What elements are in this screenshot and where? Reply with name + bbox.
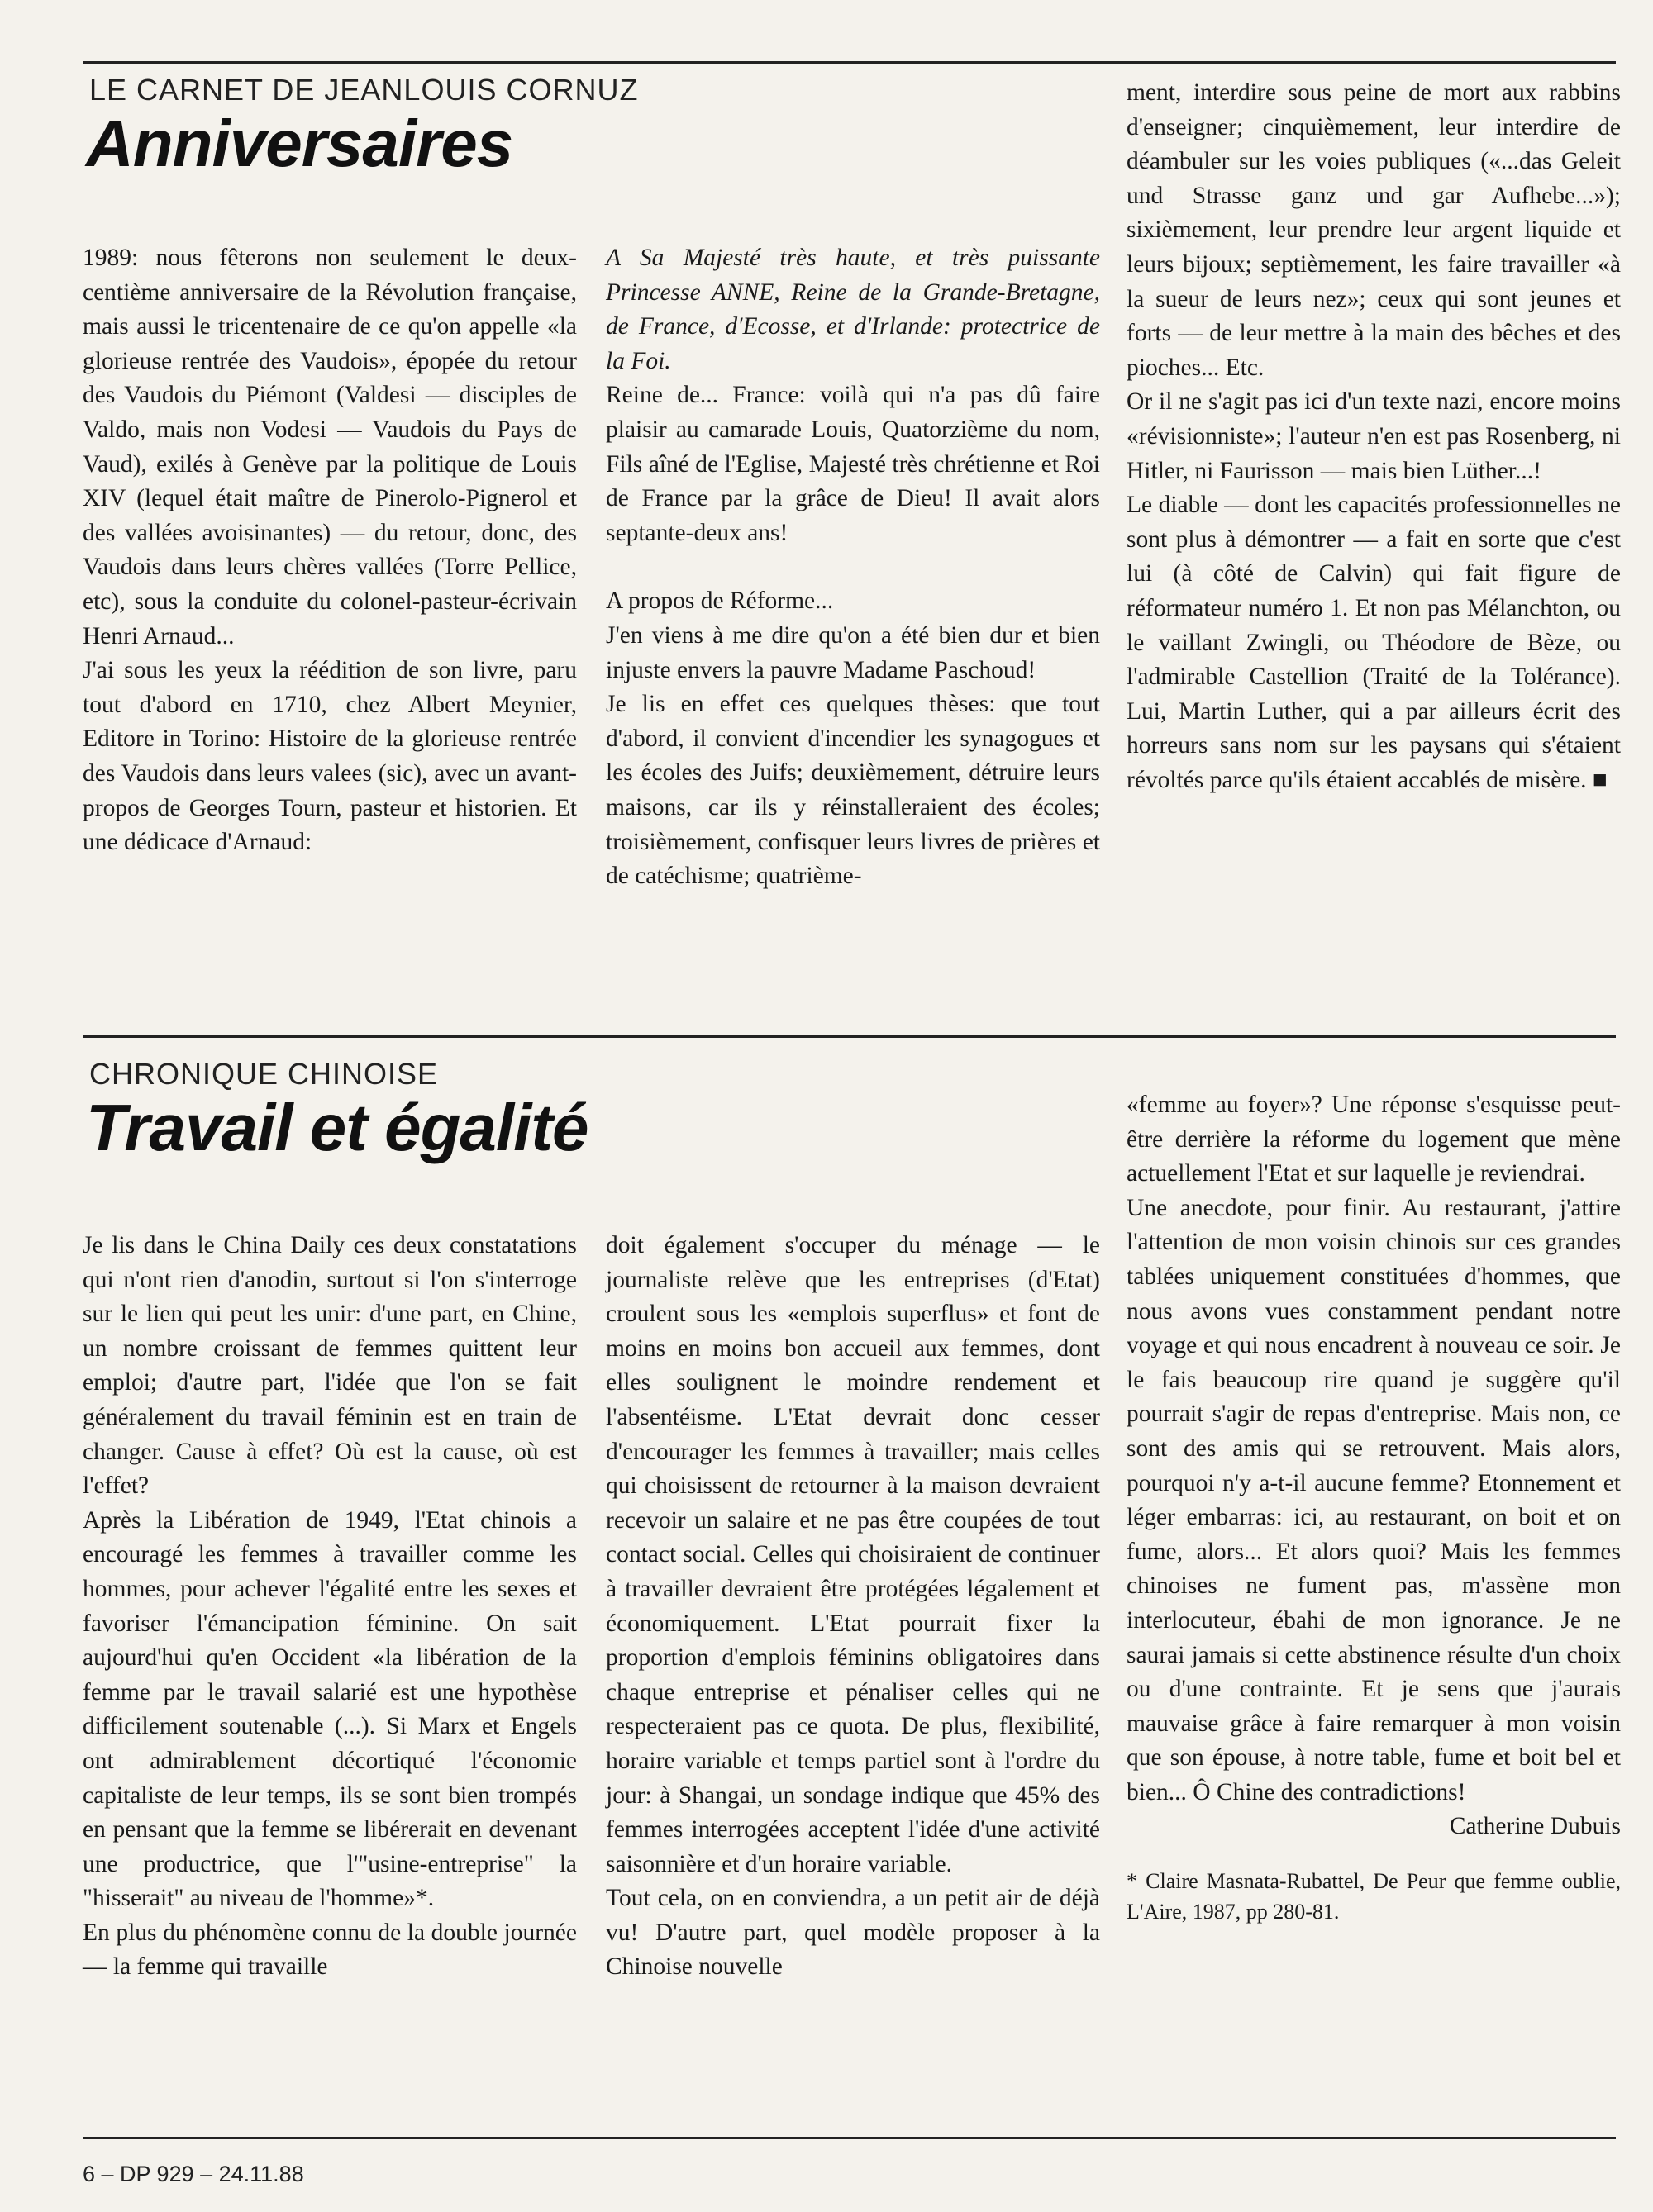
paragraph: En plus du phénomène connu de la double journée — la femme qui travaille	[83, 1919, 577, 1981]
article-title: Travail et égalité	[86, 1091, 588, 1164]
paragraph: A propos de Réforme...	[606, 587, 834, 615]
paragraph: J'ai sous les yeux la réédition de son livre, paru tout d'abord en 1710, chez Albert Meynier, Editore in Torino: Histoire de la glorieuse rentrée des Vaudois dans leurs valees (sic), avec un avant-propos de Georges Tourn, pasteur et historien. Et une dédicace d'Arnaud:	[83, 657, 577, 856]
article-travail-egalite	[83, 1035, 1621, 2134]
paragraph: Une anecdote, pour finir. Au restaurant, j'attire l'attention de mon voisin chinois sur ces grandes tablées uniquement constituées d'hommes, que nous avons vues constamment pendant notre voyage et qui nous encadrent à nouveau ce soir. Je le fais beaucoup rire quand je suggère qu'il pourrait s'agir de repas d'entreprise. Mais non, ce sont des amis qui se retrouvent. Mais alors, pourquoi n'y a-t-il aucune femme? Etonnement et léger embarras: ici, au restaurant, on boit et on fume, alors... Et alors quoi? Mais les femmes chinoises ne fument pas, m'assène mon interlocuteur, ébahi de mon ignorance. Je ne saurai jamais si cette abstinence résulte d'un choix ou d'une contrainte. Et je sens que j'aurais mauvaise grâce à faire remarquer à mon voisin que son épouse, à notre table, fume et boit bel et bien... Ô Chine des contradictions!	[1127, 1194, 1621, 1805]
article-anniversaires	[83, 61, 1621, 1032]
column-3	[1127, 1088, 1621, 1927]
paragraph: Tout cela, on en conviendra, a un petit air de déjà vu! D'autre part, quel modèle proposer à la Chinoise nouvelle	[606, 1885, 1100, 1981]
column-3	[1127, 76, 1621, 797]
article-title: Anniversaires	[86, 107, 513, 180]
paragraph: Après la Libération de 1949, l'Etat chinois a encouragé les femmes à travailler comme les hommes, pour achever l'égalité entre les sexes et favoriser l'émancipation féminine. On sait aujourd'hui qu'en Occident «la libération de la femme par le travail salarié est une hypothèse difficilement soutenable (...). Si Marx et Engels ont admirablement décortiqué l'économie capitaliste de leur temps, ils se sont bien trompés en pensant que la femme se libérerait en devenant une productrice, que l'"usine-entreprise" la "hisserait" au niveau de l'homme»*.	[83, 1506, 577, 1912]
paragraph: «femme au foyer»? Une réponse s'esquisse peut-être derrière la réforme du logement que mène actuellement l'Etat et sur laquelle je reviendrai.	[1127, 1092, 1621, 1187]
author-signature: Catherine Dubuis	[1449, 1813, 1621, 1840]
article-kicker: LE CARNET DE JEANLOUIS CORNUZ	[89, 73, 639, 107]
column-1	[83, 1229, 577, 1985]
paragraph: 1989: nous fêterons non seulement le deux-centième anniversaire de la Révolution française, mais aussi le tricentenaire de ce qu'on appelle «la glorieuse rentrée des Vaudois», épopée du retour des Vaudois du Piémont (Valdesi — disciples de Valdo, mais non Vodesi — Vaudois du Pays de Vaud), exilés à Genève par la politique de Louis XIV (lequel était maître de Pinerolo-Pignerol et des vallées avoisinantes) — du retour, donc, des Vaudois dans leurs chères vallées (Torre Pellice, etc), sous la conduite du colonel-pasteur-écrivain Henri Arnaud...	[83, 245, 577, 649]
column-2	[606, 1229, 1100, 1985]
paragraph: doit également s'occuper du ménage — le journaliste relève que les entreprises (d'Etat) croulent sous les «emplois superflus» et font de moins en moins bon accueil aux femmes, dont elles soulignent le moindre rendement et l'absentéisme. L'Etat devrait donc cesser d'encourager les femmes à travailler; mais celles qui choisissent de retourner à la maison devraient recevoir un salaire et ne pas être coupées de tout contact social. Celles qui choisiraient de continuer à travailler devraient être protégées légalement et économiquement. L'Etat pourrait fixer la proportion d'emplois féminins obligatoires dans chaque entreprise et pénaliser celles qui ne respecteraient pas ce quota. De plus, flexibilité, horaire variable et temps partiel sont à l'ordre du jour: à Shangai, un sondage indique que 45% des femmes interrogées acceptent l'idée d'une activité saisonnière et d'un horaire variable.	[606, 1232, 1100, 1877]
dedication: A Sa Majesté très haute, et très puissante Princesse ANNE, Reine de la Grande-Bretagne, de France, d'Ecosse, et d'Irlande: protectrice de la Foi.	[606, 245, 1100, 374]
paragraph: Or il ne s'agit pas ici d'un texte nazi, encore moins «révisionniste»; l'auteur n'en est pas Rosenberg, ni Hitler, ni Faurisson — mais bien Lüther...!	[1127, 388, 1621, 484]
paragraph: Je lis en effet ces quelques thèses: que tout d'abord, il convient d'incendier les synagogues et les écoles des Juifs; deuxièmement, détruire leurs maisons, car ils y réinstalleraient des écoles; troisièmement, confisquer leurs livres de prières et de catéchisme; quatrième-	[606, 691, 1100, 890]
paragraph: Reine de... France: voilà qui n'a pas dû faire plaisir au camarade Louis, Quatorzième du nom, Fils aîné de l'Eglise, Majesté très chrétienne et Roi de France par la grâce de Dieu! Il avait alors septante-deux ans!	[606, 382, 1100, 546]
column-2	[606, 241, 1100, 894]
page-folio: 6 – DP 929 – 24.11.88	[83, 2162, 304, 2186]
paragraph: Le diable — dont les capacités professionnelles ne sont plus à démontrer — a fait en sorte que c'est lui (à côté de Calvin) qui fait figure de réformateur numéro 1. Et non pas Mélanchton, ou le vaillant Zwingli, ou Théodore de Bèze, ou l'admirable Castellion (Traité de la Tolérance). Lui, Martin Luther, qui a par ailleurs écrit des horreurs sans nom sur les paysans qui s'étaient révoltés parce qu'ils étaient accablés de misère. ■	[1127, 492, 1621, 793]
paragraph: J'en viens à me dire qu'on a été bien dur et bien injuste envers la pauvre Madame Paschoud!	[606, 621, 1100, 683]
paragraph: Je lis dans le China Daily ces deux constatations qui n'ont rien d'anodin, surtout si l'on s'interroge sur le lien qui peut les unir: d'une part, en Chine, un nombre croissant de femmes quittent leur emploi; d'autre part, l'idée que l'on se fait généralement du travail féminin est en train de changer. Cause à effet? Où est la cause, où est l'effet?	[83, 1232, 577, 1500]
column-1	[83, 241, 577, 860]
bottom-rule	[83, 2137, 1616, 2139]
paragraph: ment, interdire sous peine de mort aux rabbins d'enseigner; cinquièmement, leur interdire de déambuler sur les voies publiques («...das Geleit und Strasse ganz und gar Aufhebe...»); sixièmement, leur prendre leur argent liquide et leurs bijoux; septièmement, les faire travailler «à la sueur de leurs nez»; ceux qui sont jeunes et forts — de leur mettre à la main des bêches et des pioches... Etc.	[1127, 79, 1621, 381]
article-kicker: CHRONIQUE CHINOISE	[89, 1057, 439, 1091]
footnote: * Claire Masnata-Rubattel, De Peur que femme oublie, L'Aire, 1987, pp 280-81.	[1127, 1869, 1621, 1924]
